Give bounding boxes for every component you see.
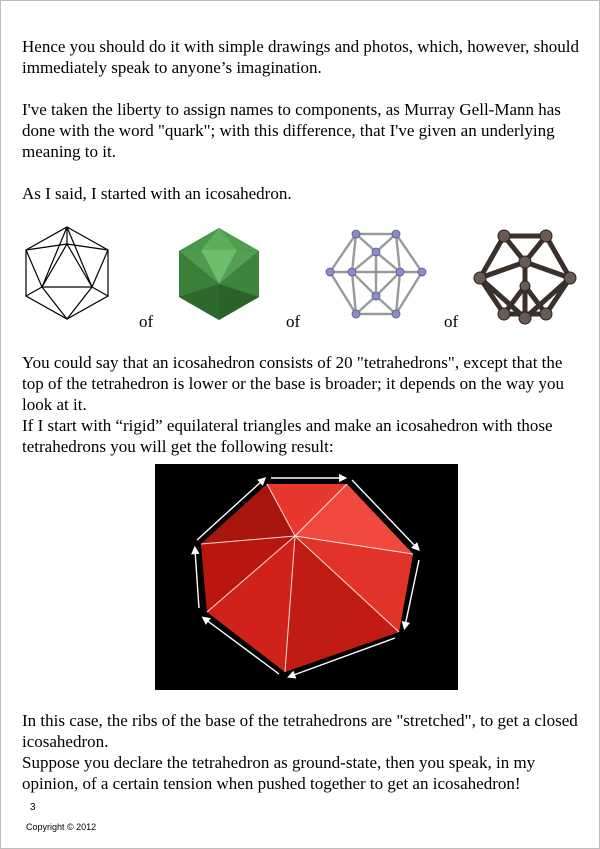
page-number: 3 [30,802,36,813]
of-label-2: of [286,312,301,331]
red-icosahedron-photo [155,464,458,690]
paragraph-ground-state: Suppose you declare the tetrahedron as ground-state, then you speak, in my opinion, of a certain tension when pushed together to get an icosahedron! [22,753,536,793]
copyright-notice: Copyright © 2012 [26,822,97,832]
of-label-3: of [444,312,459,331]
icosahedron-metallic-model [470,226,580,326]
paragraph-intro: Hence you should do it with simple drawings and photos, which, however, should immediately speak to anyone’s imagination. [22,37,579,77]
icosahedron-line-drawing [22,224,112,322]
paragraph-stretched: In this case, the ribs of the base of the tetrahedrons are "stretched", to get a closed icosahedron. [22,711,578,751]
paragraph-names: I've taken the liberty to assign names to components, as Murray Gell-Mann has done with the word "quark"; with this difference, that I've given an underlying meaning to it. [22,100,561,161]
paragraph-started: As I said, I started with an icosahedron. [22,184,292,203]
icosahedron-wireframe-model [322,226,430,324]
paragraph-rigid-triangles: If I start with “rigid” equilateral triangles and make an icosahedron with those tetrahedrons you will get the following result: [22,416,553,456]
paragraph-tetrahedrons: You could say that an icosahedron consists of 20 "tetrahedrons", except that the top of the tetrahedron is lower or the base is broader; it depends on the way you look at it. [22,353,564,414]
icosahedron-green-solid [175,226,263,324]
of-label-1: of [139,312,154,331]
